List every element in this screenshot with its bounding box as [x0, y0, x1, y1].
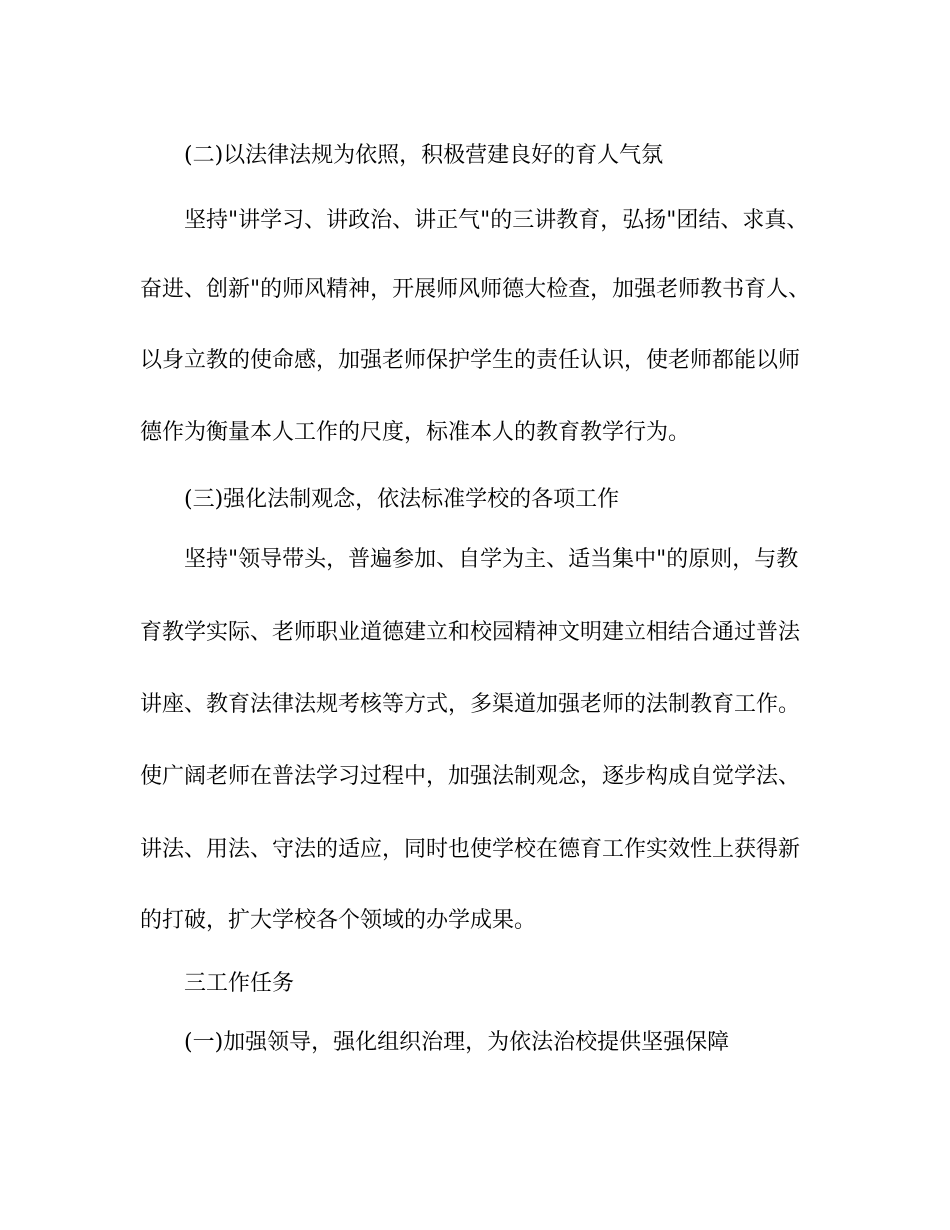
paragraph-line: 坚持"领导带头，普遍参加、自学为主、适当集中"的原则，与教 [184, 547, 799, 572]
paragraph-line: 讲座、教育法律法规考核等方式，多渠道加强老师的法制教育工作。 [140, 692, 801, 717]
section-title-work-tasks: 三工作任务 [184, 971, 295, 996]
paragraph-line: 讲法、用法、守法的适应，同时也使学校在德育工作实效性上获得新 [140, 837, 801, 862]
section-heading-2: (二)以法律法规为依照，积极营建良好的育人气氛 [184, 143, 664, 168]
paragraph-line: 的打破，扩大学校各个领域的办学成果。 [140, 908, 537, 933]
paragraph-line: 育教学实际、老师职业道德建立和校园精神文明建立相结合通过普法 [140, 620, 801, 645]
paragraph-line: 以身立教的使命感，加强老师保护学生的责任认识，使老师都能以师 [140, 348, 801, 373]
paragraph-line: 坚持"讲学习、讲政治、讲正气"的三讲教育，弘扬"团结、求真、 [184, 208, 809, 233]
paragraph-line: 使广阔老师在普法学习过程中，加强法制观念，逐步构成自觉学法、 [140, 764, 801, 789]
section-heading-1: (一)加强领导，强化组织治理，为依法治校提供坚强保障 [184, 1030, 730, 1055]
section-heading-3: (三)强化法制观念，依法标准学校的各项工作 [184, 487, 620, 512]
paragraph-line: 德作为衡量本人工作的尺度，标准本人的教育教学行为。 [140, 420, 691, 445]
paragraph-line: 奋进、创新"的师风精神，开展师风师德大检查，加强老师教书育人、 [140, 277, 811, 302]
